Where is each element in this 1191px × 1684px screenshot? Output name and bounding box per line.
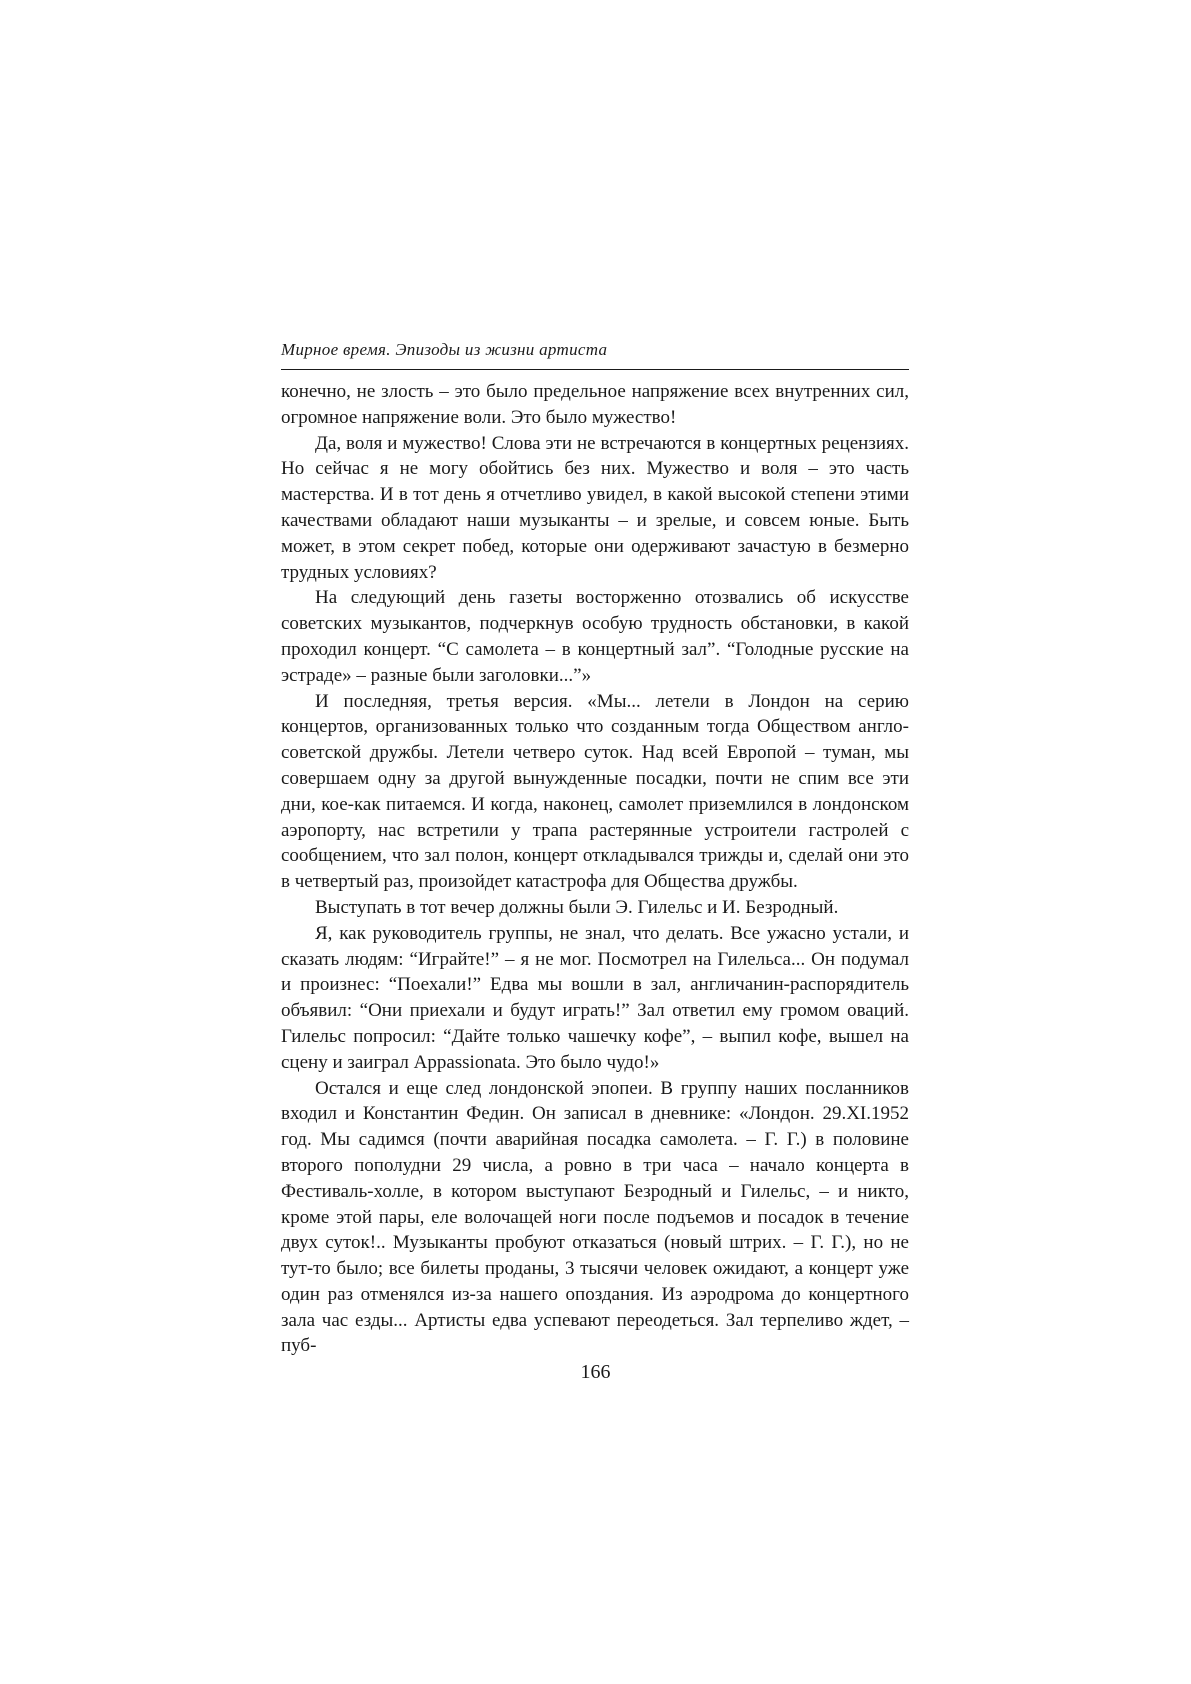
paragraph: И последняя, третья версия. «Мы... летели в Лондон на серию концертов, организованных только что созданным тогда Обществом англо-советской дружбы. Летели четверо суток. Над всей Европой – туман, мы совершаем одну за другой вынужденные посадки, почти не спим все эти дни, кое-как питаемся. И когда, наконец, самолет приземлился в лондонском аэропорту, нас встретили у трапа растерянные устроители гастролей с сообщением, что зал полон, концерт откладывался трижды и, сделай они это в четвертый раз, произойдет катастрофа для Общества дружбы. (281, 690, 909, 893)
body-text (281, 379, 909, 1359)
paragraph: Выступать в тот вечер должны были Э. Гилельс и И. Безродный. (315, 896, 839, 918)
paragraph: На следующий день газеты восторженно отозвались об искусстве советских музыкантов, подчеркнув особую трудность обстановки, в какой проходил концерт. “С самолета – в концертный зал”. “Голодные русские на эстраде» – разные были заголовки...”» (281, 587, 909, 686)
header-divider (281, 369, 909, 370)
paragraph: Остался и еще след лондонской эпопеи. В группу наших посланников входил и Константин Федин. Он записал в дневнике: «Лондон. 29.XI.1952 год. Мы садимся (почти аварийная посадка самолета. – Г. Г.) в половине второго пополудни 29 числа, а ровно в три часа – начало концерта в Фестиваль-холле, в котором выступают Безродный и Гилельс, – и никто, кроме этой пары, еле волочащей ноги после подъемов и посадок в течение двух суток!.. Музыканты пробуют отказаться (новый штрих. – Г. Г.), но не тут-то было; все билеты проданы, 3 тысячи человек ожидают, а концерт уже один раз отменялся из-за нашего опоздания. Из аэродрома до концертного зала час езды... Артисты едва успевают переодеться. Зал терпеливо ждет, – пуб- (281, 1077, 909, 1357)
paragraph: конечно, не злость – это было предельное напряжение всех внутренних сил, огромное напряжение воли. Это было мужество! (281, 381, 909, 428)
paragraph: Я, как руководитель группы, не знал, что делать. Все ужасно устали, и сказать людям: “Играйте!” – я не мог. Посмотрел на Гилельса... Он подумал и произнес: “Поехали!” Едва мы вошли в зал, англичанин-распорядитель объявил: “Они приехали и будут играть!” Зал ответил ему громом оваций. Гилельс попросил: “Дайте только чашечку кофе”, – выпил кофе, вышел на сцену и заиграл Appassionata. Это было чудо!» (281, 922, 909, 1073)
running-title: Мирное время. Эпизоды из жизни артиста (281, 340, 608, 359)
page-number: 166 (580, 1361, 611, 1383)
paragraph: Да, воля и мужество! Слова эти не встречаются в концертных рецензиях. Но сейчас я не могу обойтись без них. Мужество и воля – это часть мастерства. И в тот день я отчетливо увидел, в какой высокой степени этими качествами обладают наши музыканты – и зрелые, и совсем юные. Быть может, в этом секрет побед, которые они одерживают зачастую в безмерно трудных условиях? (281, 432, 909, 583)
